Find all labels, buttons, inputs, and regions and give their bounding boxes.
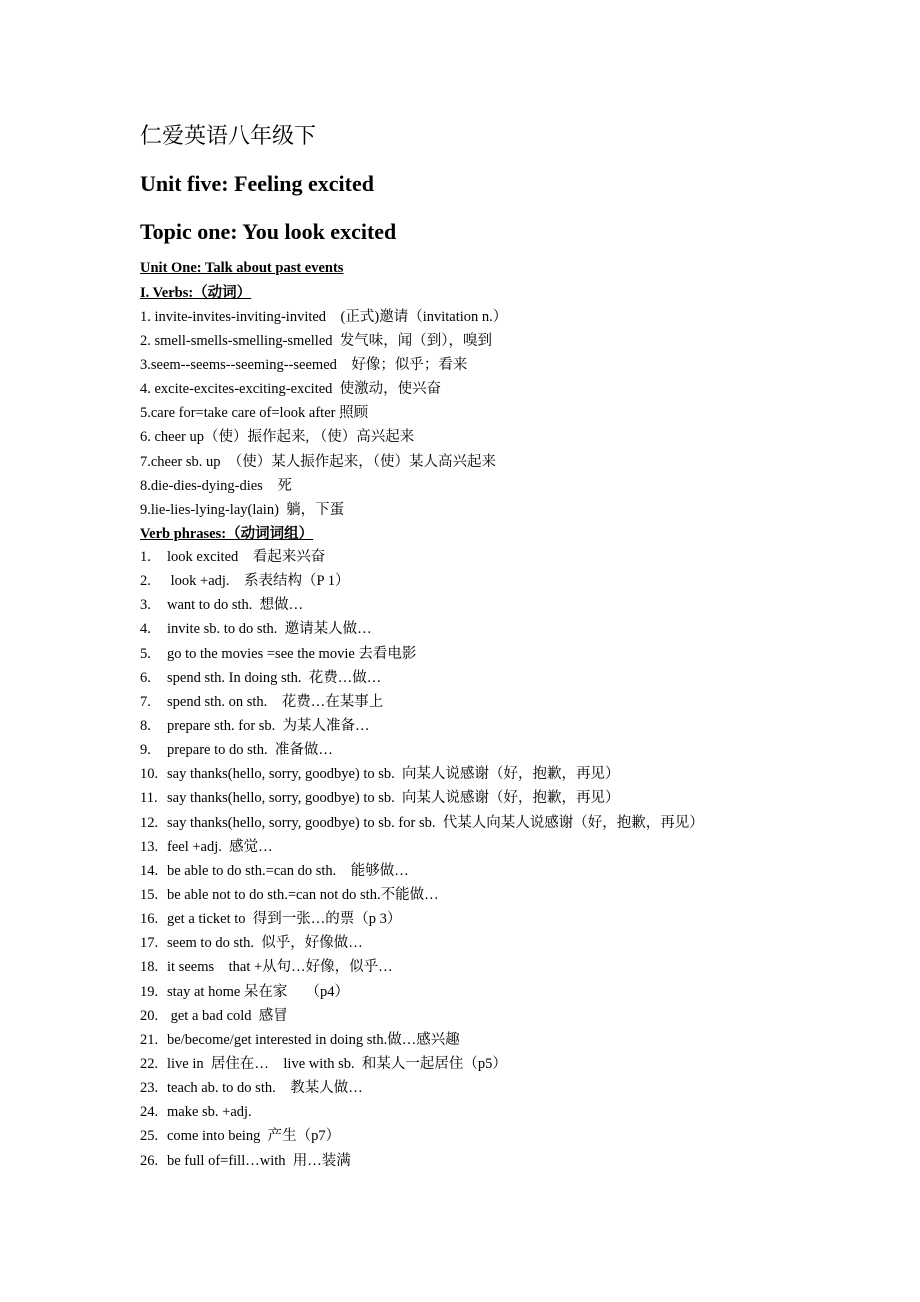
- list-number: 20.: [140, 1007, 159, 1024]
- list-text: stay at home 呆在家 （p4）: [167, 983, 350, 1000]
- list-text: live in 居住在… live with sb. 和某人一起居住（p5）: [167, 1055, 507, 1072]
- list-item: [140, 618, 704, 642]
- list-number: 10.: [140, 766, 159, 783]
- list-item: 9.lie-lies-lying-lay(lain) 躺，下蛋: [140, 501, 345, 518]
- list-item: [140, 908, 704, 932]
- list-item: [140, 884, 704, 908]
- unit-heading: Unit five: Feeling excited: [140, 171, 374, 196]
- list-number: 1.: [140, 549, 151, 565]
- list-item: [140, 763, 704, 787]
- list-number: 6.: [140, 669, 151, 686]
- verb-phrases-list: [140, 546, 704, 1174]
- list-item: [140, 1150, 704, 1174]
- list-item: 2. smell-smells-smelling-smelled 发气味，闻（到），嗅到: [140, 333, 492, 350]
- section-heading-verbs: I. Verbs:（动词）: [140, 285, 252, 301]
- list-text: prepare sth. for sb. 为某人准备…: [167, 717, 370, 734]
- list-item: [140, 594, 704, 618]
- list-text: make sb. +adj.: [167, 1104, 252, 1121]
- list-text: feel +adj. 感觉…: [167, 838, 273, 855]
- list-item: [140, 1005, 704, 1029]
- list-text: look excited 看起来兴奋: [167, 549, 326, 565]
- topic-heading: Topic one: You look excited: [140, 219, 397, 244]
- list-text: seem to do sth. 似乎，好像做…: [167, 935, 363, 952]
- list-item: [140, 932, 704, 956]
- list-number: 15.: [140, 886, 159, 903]
- list-text: invite sb. to do sth. 邀请某人做…: [167, 621, 372, 638]
- list-text: want to do sth. 想做…: [167, 597, 304, 614]
- list-number: 9.: [140, 742, 151, 759]
- list-item: [140, 812, 704, 836]
- list-number: 25.: [140, 1128, 159, 1145]
- list-number: 24.: [140, 1104, 159, 1121]
- list-number: 16.: [140, 911, 159, 928]
- list-number: 8.: [140, 717, 151, 734]
- list-text: prepare to do sth. 准备做…: [167, 742, 333, 759]
- list-item: [140, 667, 704, 691]
- list-number: 2.: [140, 573, 151, 590]
- list-item: [140, 1029, 704, 1053]
- list-number: 17.: [140, 935, 159, 952]
- list-item: 1. invite-invites-inviting-invited (正式)邀请（invitation n.）: [140, 309, 508, 325]
- list-item: [140, 860, 704, 884]
- list-text: it seems that +从句…好像，似乎…: [167, 959, 393, 976]
- list-text: be able not to do sth.=can not do sth.不能做…: [167, 886, 439, 903]
- list-number: 4.: [140, 621, 151, 638]
- list-number: 14.: [140, 862, 159, 879]
- list-text: be full of=fill…with 用…装满: [167, 1152, 351, 1169]
- section-heading-verb-phrases: Verb phrases:（动词词组）: [140, 526, 314, 542]
- list-item: 5.care for=take care of=look after 照顾: [140, 405, 369, 422]
- list-number: 18.: [140, 959, 159, 976]
- list-text: be able to do sth.=can do sth. 能够做…: [167, 862, 409, 879]
- list-item: 8.die-dies-dying-dies 死: [140, 477, 292, 494]
- list-number: 3.: [140, 597, 151, 614]
- list-item: [140, 981, 704, 1005]
- list-item: [140, 787, 704, 811]
- list-item: [140, 1125, 704, 1149]
- list-number: 26.: [140, 1152, 159, 1169]
- list-number: 7.: [140, 693, 151, 710]
- list-text: spend sth. on sth. 花费…在某事上: [167, 693, 384, 710]
- list-item: [140, 956, 704, 980]
- list-text: spend sth. In doing sth. 花费…做…: [167, 669, 382, 686]
- list-item: [140, 715, 704, 739]
- list-text: get a bad cold 感冒: [167, 1007, 288, 1024]
- list-item: [140, 691, 704, 715]
- list-text: teach ab. to do sth. 教某人做…: [167, 1080, 363, 1097]
- list-text: say thanks(hello, sorry, goodbye) to sb. 向某人说感谢（好，抱歉，再见）: [167, 790, 620, 807]
- list-number: 21.: [140, 1031, 159, 1048]
- section-heading-past-events: Unit One: Talk about past events: [140, 260, 344, 276]
- list-text: go to the movies =see the movie 去看电影: [167, 645, 417, 662]
- list-text: say thanks(hello, sorry, goodbye) to sb. for sb. 代某人向某人说感谢（好，抱歉，再见）: [167, 814, 704, 831]
- list-number: 5.: [140, 645, 151, 662]
- list-item: 4. excite-excites-exciting-excited 使激动，使兴奋: [140, 381, 442, 398]
- list-item: 6. cheer up（使）振作起来, （使）高兴起来: [140, 429, 415, 446]
- list-text: look +adj. 系表结构（P 1）: [167, 573, 350, 590]
- list-item: 7.cheer sb. up （使）某人振作起来，（使）某人高兴起来: [140, 453, 497, 470]
- list-item: 3.seem--seems--seeming--seemed 好像；似乎；看来: [140, 357, 468, 374]
- list-item: [140, 643, 704, 667]
- list-number: 12.: [140, 814, 159, 831]
- list-item: [140, 1053, 704, 1077]
- list-item: [140, 836, 704, 860]
- list-number: 22.: [140, 1055, 159, 1072]
- list-item: [140, 1101, 704, 1125]
- list-number: 11.: [140, 790, 158, 807]
- list-item: [140, 570, 704, 594]
- list-item: [140, 1077, 704, 1101]
- list-number: 19.: [140, 983, 159, 1000]
- list-text: get a ticket to 得到一张…的票（p 3）: [167, 911, 402, 928]
- list-text: say thanks(hello, sorry, goodbye) to sb. 向某人说感谢（好，抱歉，再见）: [167, 766, 620, 783]
- list-text: come into being 产生（p7）: [167, 1128, 341, 1145]
- list-item: [140, 546, 704, 570]
- list-number: 23.: [140, 1080, 159, 1097]
- list-item: [140, 739, 704, 763]
- verbs-list: [140, 306, 507, 523]
- list-text: be/become/get interested in doing sth.做…感兴趣: [167, 1031, 460, 1048]
- list-number: 13.: [140, 838, 159, 855]
- document-title: 仁爱英语八年级下: [140, 123, 317, 148]
